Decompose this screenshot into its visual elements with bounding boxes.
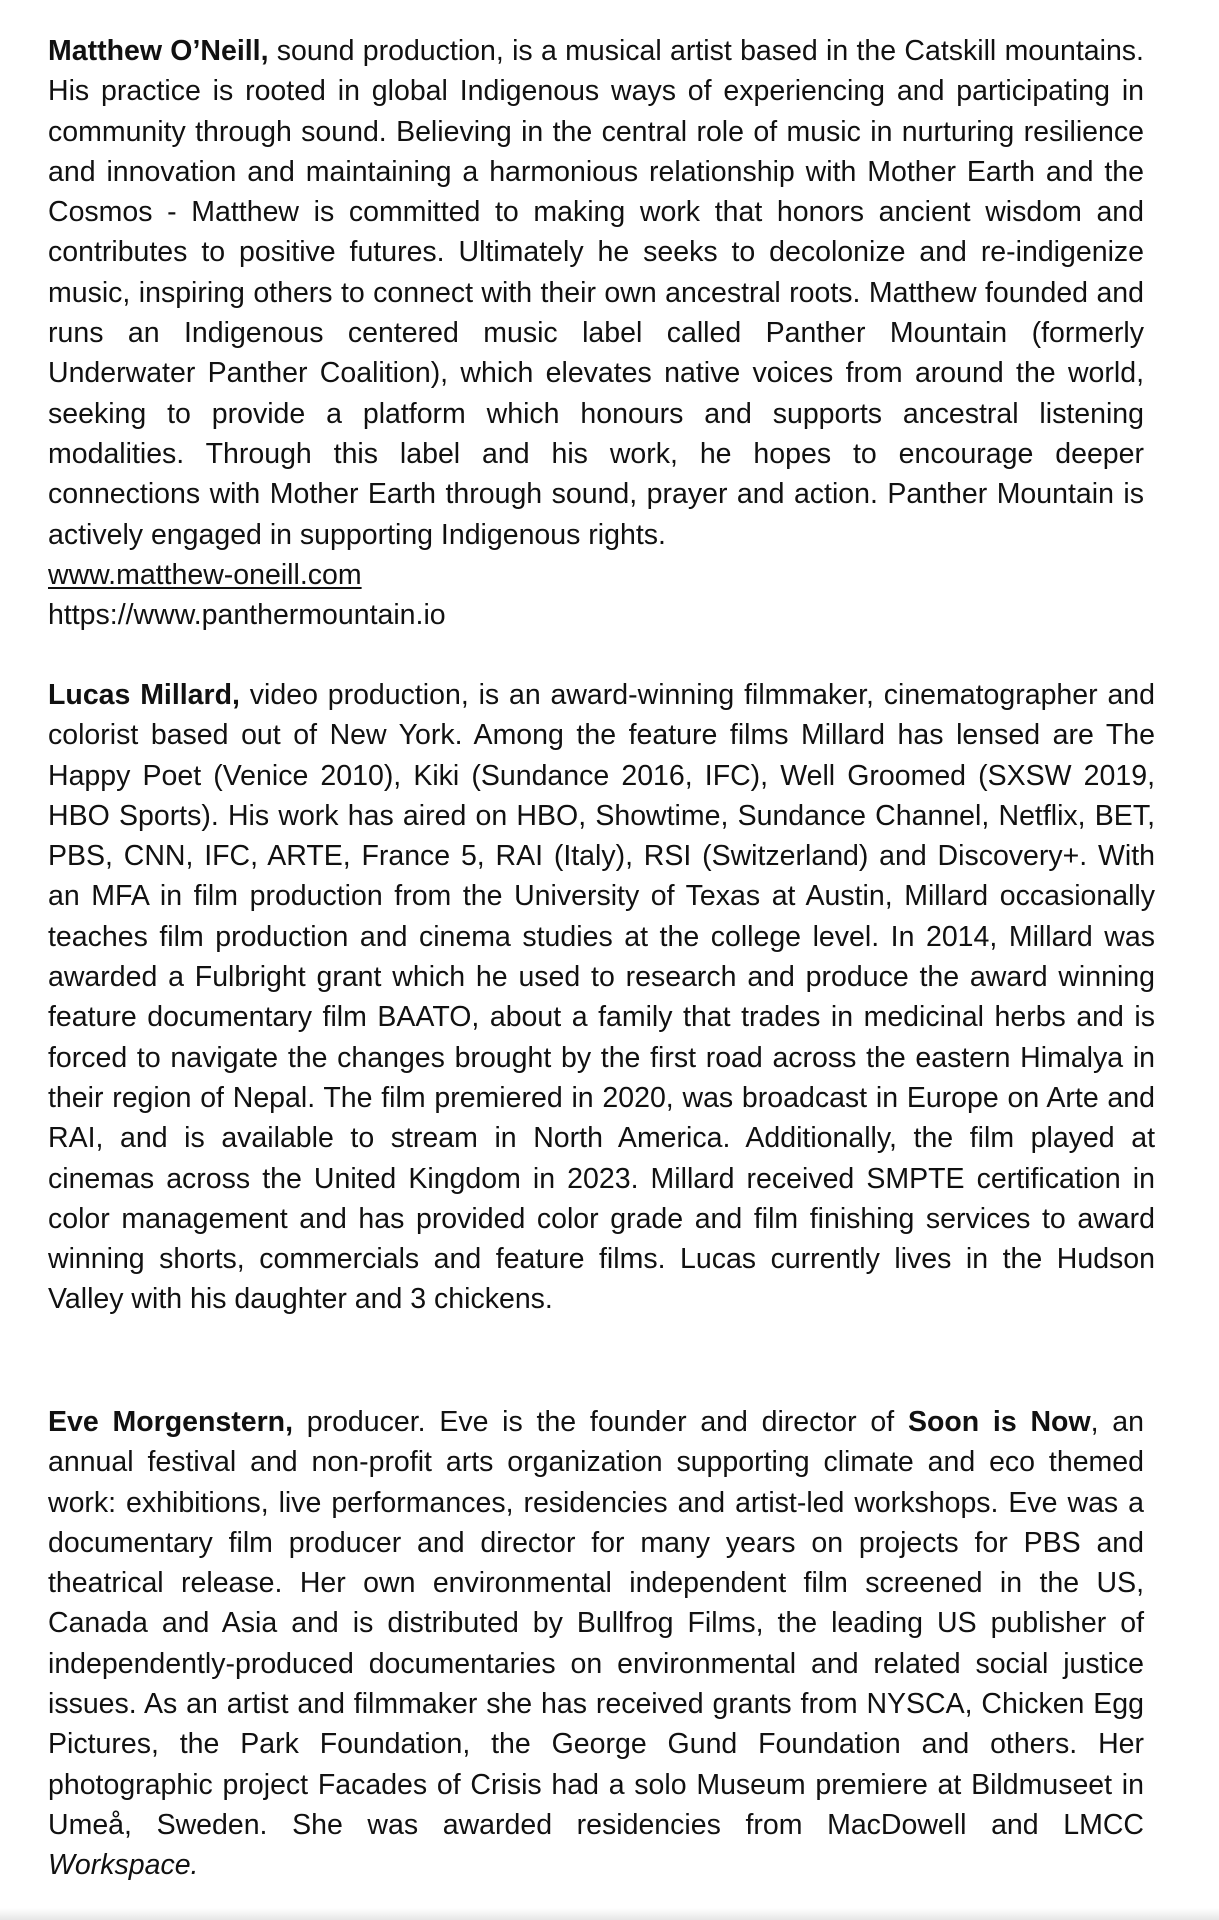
organization-name: Soon is Now xyxy=(907,1406,1091,1438)
bio-eve-morgenstern xyxy=(48,1402,1144,1886)
bio-name: Matthew O’Neill, xyxy=(48,35,269,67)
bio-lucas-millard xyxy=(48,675,1155,1320)
bio-text: sound production, is a musical artist based in the Catskill mountains. His practice is rooted in global Indigenous ways of experiencing and participating in community through sound. Believing in the central role of music in nurturing resilience and innovation and maintaining a harmonious relationship with Mother Earth and the Cosmos - Matthew is committed to making work that honors ancient wisdom and contributes to positive futures. Ultimately he seeks to decolonize and re-indigenize music, inspiring others to connect with their own ancestral roots. Matthew founded and runs an Indigenous centered music label called Panther Mountain (formerly Underwater Panther Coalition), which elevates native voices from around the world, seeking to provide a platform which honours and supports ancestral listening modalities. Through this label and his work, he hopes to encourage deeper connections with Mother Earth through sound, prayer and action. Panther Mountain is actively engaged in supporting Indigenous rights. xyxy=(48,35,1144,551)
label-website-text: https://www.panthermountain.io xyxy=(48,599,446,632)
bio-text: video production, is an award-winning filmmaker, cinematographer and colorist based out of New York. Among the feature films Millard has lensed are The Happy Poet (Venice 2010), Kiki (Sundance 2016, IFC), Well Groomed (SXSW 2019, HBO Sports). His work has aired on HBO, Showtime, Sundance Channel, Netflix, BET, PBS, CNN, IFC, ARTE, France 5, RAI (Italy), RSI (Switzerland) and Discovery+. With an MFA in film production from the University of Texas at Austin, Millard occasionally teaches film production and cinema studies at the college level. In 2014, Millard was awarded a Fulbright grant which he used to research and produce the award winning feature documentary film BAATO, about a family that trades in medicinal herbs and is forced to navigate the changes brought by the first road across the eastern Himalya in their region of Nepal. The film premiered in 2020, was broadcast in Europe on Arte and RAI, and is available to stream in North America. Additionally, the film played at cinemas across the United Kingdom in 2023. Millard received SMPTE certification in color management and has provided color grade and film finishing services to award winning shorts, commercials and feature films. Lucas currently lives in the Hudson Valley with his daughter and 3 chickens. xyxy=(48,679,1156,1316)
italic-text: Workspace. xyxy=(48,1849,199,1882)
bio-matthew-oneill xyxy=(48,31,1144,635)
bio-name: Lucas Millard, xyxy=(48,679,240,711)
page-bottom-edge xyxy=(0,1908,1219,1920)
bio-name: Eve Morgenstern, xyxy=(48,1406,293,1438)
bio-text: producer. Eve is the founder and director of xyxy=(292,1406,908,1438)
website-link[interactable]: www.matthew-oneill.com xyxy=(48,558,362,591)
bio-text: , an annual festival and non-profit arts organization supporting climate and eco themed work: exhibitions, live performances, residencies and artist-led workshops. Eve was a documentary film producer and director for many years on projects for PBS and theatrical release. Her own environmental independent film screened in the US, Canada and Asia and is distributed by Bullfrog Films, the leading US publisher of independently-produced documentaries on environmental and related social justice issues. As an artist and filmmaker she has received grants from NYSCA, Chicken Egg Pictures, the Park Foundation, the George Gund Foundation and others. Her photographic project Facades of Crisis had a solo Museum premiere at Bildmuseet in Umeå, Sweden. She was awarded residencies from MacDowell and LMCC xyxy=(48,1406,1144,1841)
